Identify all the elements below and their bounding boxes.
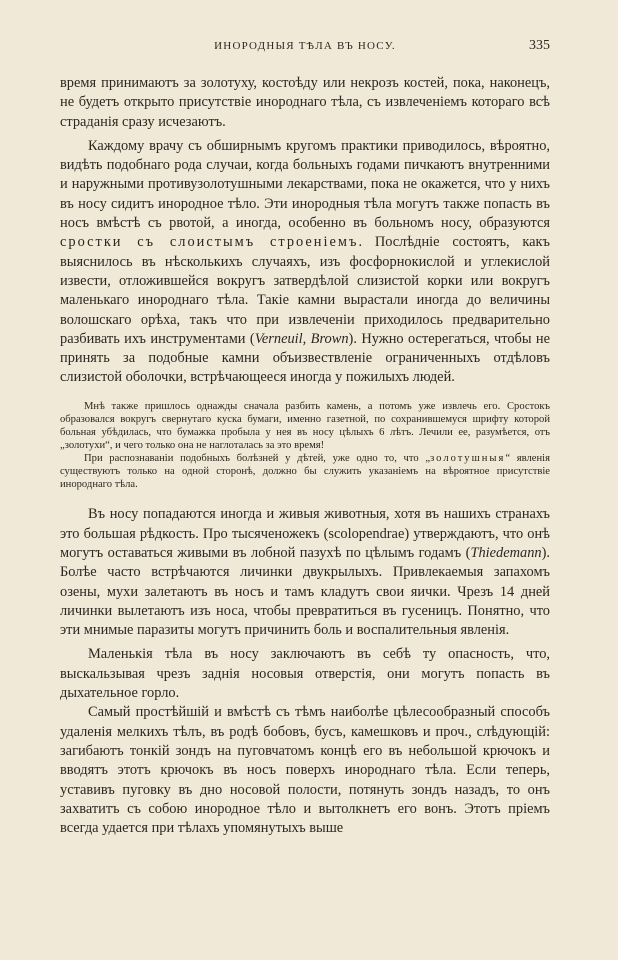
small-print-note: [60, 400, 550, 492]
main-text-top: [60, 74, 550, 388]
paragraph-method: [60, 703, 550, 838]
paragraph-continuation: [60, 74, 550, 132]
paragraph-text: Каждому врачу съ обширнымъ кругомъ практики приводилось, вѣроятно, видѣть подобнаго рода случаи, когда больныхъ годами пичкаютъ внутренними и наружными противузолотушными лекарствами, пока не окажется, что у нихъ въ носу сидитъ инородное тѣло. Эти инородныя тѣла могутъ также попасть въ носъ вмѣстѣ съ рвотой, а иногда, особенно въ больномъ носу, образуются: [60, 137, 550, 232]
note-text: При распознаваніи подобныхъ болѣзней у дѣтей, уже одно то, что „: [84, 453, 431, 465]
paragraph-danger: [60, 645, 550, 703]
paragraph-stones: [60, 137, 550, 388]
main-text-bottom: [60, 505, 550, 838]
paragraph-text: ). Нужно остерегаться, чтобы не принять за подобные камни объизвествленіе ограниченныхъ отдѣловъ слизистой оболочки, встрѣчающееся иногда у пожилыхъ людей.: [60, 330, 551, 386]
note-paragraph: [60, 452, 550, 491]
spaced-emphasis: золотушныя: [430, 453, 506, 465]
paragraph-text: Маленькія тѣла въ носу заключаютъ въ себѣ ту опасность, что, выскальзывая чрезъ заднія носовыя отверстія, они могутъ попасть въ дыхательное горло.: [60, 646, 550, 702]
paragraph-text: Въ носу попадаются иногда и живыя животныя, хотя въ нашихъ странахъ это большая рѣдкость. Про тысяченожекъ (scolopendrae) утверждаютъ, что онѣ могутъ оставаться живыми въ лобной пазухѣ по цѣлымъ годамъ (: [60, 506, 550, 561]
author-citation: Thiedemann: [470, 545, 542, 561]
page-body: [60, 74, 550, 838]
paragraph-text: Самый простѣйшій и вмѣстѣ съ тѣмъ наиболѣе цѣлесообразный способъ удаленія мелкихъ тѣлъ, въ родѣ бобовъ, бусъ, камешковъ и проч., слѣдующій: загибаютъ тонкій зондъ на пуговчатомъ концѣ его въ небольшой крючокъ и вводятъ этотъ крючокъ въ носъ поверхъ инороднаго тѣла. Если теперь, уставивъ пуговку въ дно носовой полости, потянуть зондъ назадъ, то онъ захватитъ съ собою инородное тѣло и вытолкнетъ его вонъ. Этотъ пріемъ всегда удается при тѣлахъ упомянутыхъ выше: [60, 704, 550, 837]
note-text: Мнѣ также пришлось однажды сначала разбить камень, а потомъ уже извлечь его. Сростокъ образовался вокругъ свернутаго куска бумаги, именно газетной, по сохранившемуся шрифту которой больная убѣдилась, что бумажка пробыла у нея въ носу цѣлыхъ 6 лѣтъ. Лечили ее, разумѣется, отъ „золотухи“, и чего только она не наглоталась за это время!: [60, 400, 550, 452]
paragraph-text: ). Болѣе часто встрѣчаются личинки двукрылыхъ. Привлекаемыя запахомъ озены, мухи залетаютъ въ носъ и тамъ кладутъ свои яички. Чрезъ 14 дней личинки вылетаютъ изъ носа, чтобы превратиться въ гусеницъ. Понятно, что эти мнимые паразиты могутъ причинить боль и воспалительныя явленія.: [60, 545, 550, 639]
paragraph-text: . Послѣдніе состоятъ, какъ выяснилось въ нѣсколькихъ случаяхъ, изъ фосфорнокислой и углекислой извести, отложившейся вокругъ затвердѣлой слизистой корки или вокругъ маленькаго инороднаго тѣла. Такіе камни вырастали иногда до величины волошскаго орѣха, такъ что при извлеченіи приходилось предварительно разбивать ихъ инструментами (: [60, 234, 550, 347]
spaced-emphasis: сростки съ слоистымъ строеніемъ: [60, 234, 359, 251]
paragraph-text: время принимаютъ за золотуху, костоѣду или некрозъ костей, пока, наконецъ, не будетъ открыто присутствіе инороднаго тѣла, съ извлеченіемъ котораго всѣ страданія сразу исчезаютъ.: [60, 75, 550, 130]
note-text: “ явленія существуютъ только на одной сторонѣ, должно бы служить указаніемъ на вѣроятное присутствіе инороднаго тѣла.: [60, 453, 550, 491]
note-paragraph: [60, 400, 550, 452]
running-header: [60, 40, 550, 60]
paragraph-animals: [60, 505, 550, 640]
running-title: ИНОРОДНЫЯ ТѢЛА ВЪ НОСУ.: [214, 40, 396, 52]
author-citation: Verneuil, Brown: [254, 330, 349, 347]
page-number: 335: [529, 38, 550, 53]
